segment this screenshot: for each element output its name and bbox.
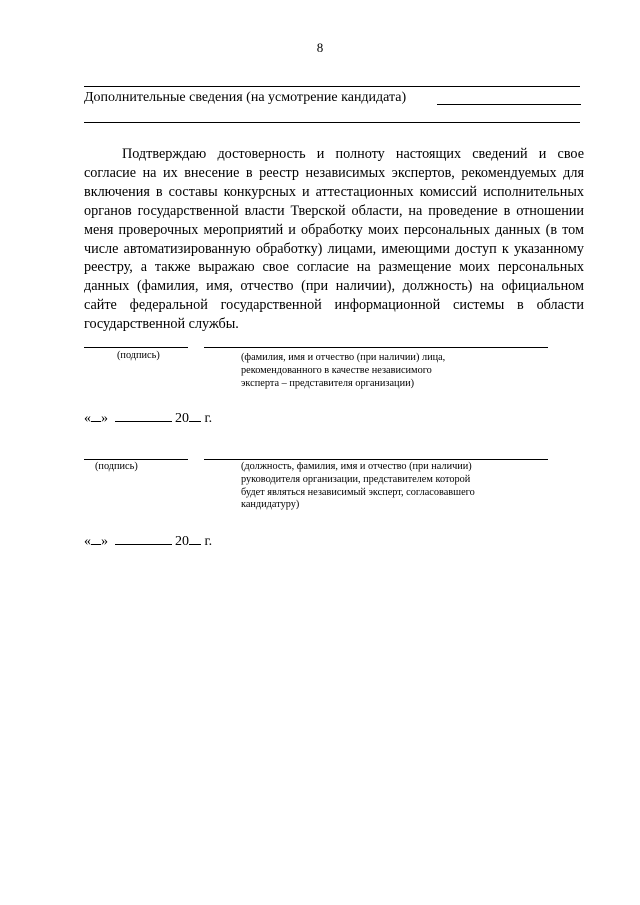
additional-info-blank-line bbox=[84, 122, 580, 123]
name-caption-1-line: рекомендованного в качестве независимого bbox=[241, 364, 432, 376]
name-caption-2-line: руководителя организации, представителем которой bbox=[241, 473, 471, 485]
name-line-2[interactable] bbox=[204, 459, 548, 460]
additional-info-label: Дополнительные сведения (на усмотрение кандидата) bbox=[84, 90, 407, 105]
name-caption-2 bbox=[241, 461, 541, 512]
name-caption-2-line: будет являться независимый эксперт, согласовавшего bbox=[241, 486, 475, 498]
day-field[interactable] bbox=[91, 409, 101, 422]
date-close-quote: » bbox=[101, 411, 108, 426]
date-line-2 bbox=[84, 532, 212, 550]
year-suffix: г. bbox=[204, 411, 213, 426]
year-field[interactable] bbox=[189, 409, 201, 422]
top-blank-line bbox=[84, 86, 580, 87]
date-open-quote: « bbox=[84, 534, 91, 549]
date-open-quote: « bbox=[84, 411, 91, 426]
consent-statement: Подтверждаю достоверность и полноту настоящих сведений и свое согласие на их внесение в реестр независимых экспертов, рекомендуемых для включения в составы конкурсных и аттестационных комиссий исполнительных органов государственной власти Тверской области, на проведение в отношении меня проверочных мероприятий и обработку моих персональных данных (в том числе автоматизированную обработку) лицами, имеющими доступ к указанному реестру, а также выражаю свое согласие на размещение моих персональных данных (фамилия, имя, отчество (при наличии), должность) на официальном сайте федеральной государственной информационной системы в области государственной службы. bbox=[84, 146, 584, 333]
page-number: 8 bbox=[316, 40, 324, 55]
date-close-quote: » bbox=[101, 534, 108, 549]
signature-caption-2: (подпись) bbox=[95, 461, 138, 472]
signature-caption-1: (подпись) bbox=[117, 350, 160, 361]
year-field[interactable] bbox=[189, 532, 201, 545]
signature-line-2[interactable] bbox=[84, 459, 188, 460]
day-field[interactable] bbox=[91, 532, 101, 545]
name-caption-2-line: (должность, фамилия, имя и отчество (при наличии) bbox=[241, 461, 472, 472]
year-suffix: г. bbox=[204, 534, 213, 549]
month-field[interactable] bbox=[115, 532, 172, 545]
name-caption-1 bbox=[241, 352, 541, 390]
name-caption-1-line: эксперта – представителя организации) bbox=[241, 377, 415, 389]
year-prefix: 20 bbox=[175, 411, 189, 426]
name-caption-1-line: (фамилия, имя и отчество (при наличии) лица, bbox=[241, 352, 446, 363]
month-field[interactable] bbox=[115, 409, 172, 422]
year-prefix: 20 bbox=[175, 534, 189, 549]
name-caption-2-line: кандидатуру) bbox=[241, 499, 300, 511]
name-line-1[interactable] bbox=[204, 347, 548, 348]
additional-info-field[interactable] bbox=[437, 104, 581, 105]
signature-line-1[interactable] bbox=[84, 347, 188, 348]
date-line-1 bbox=[84, 409, 212, 427]
